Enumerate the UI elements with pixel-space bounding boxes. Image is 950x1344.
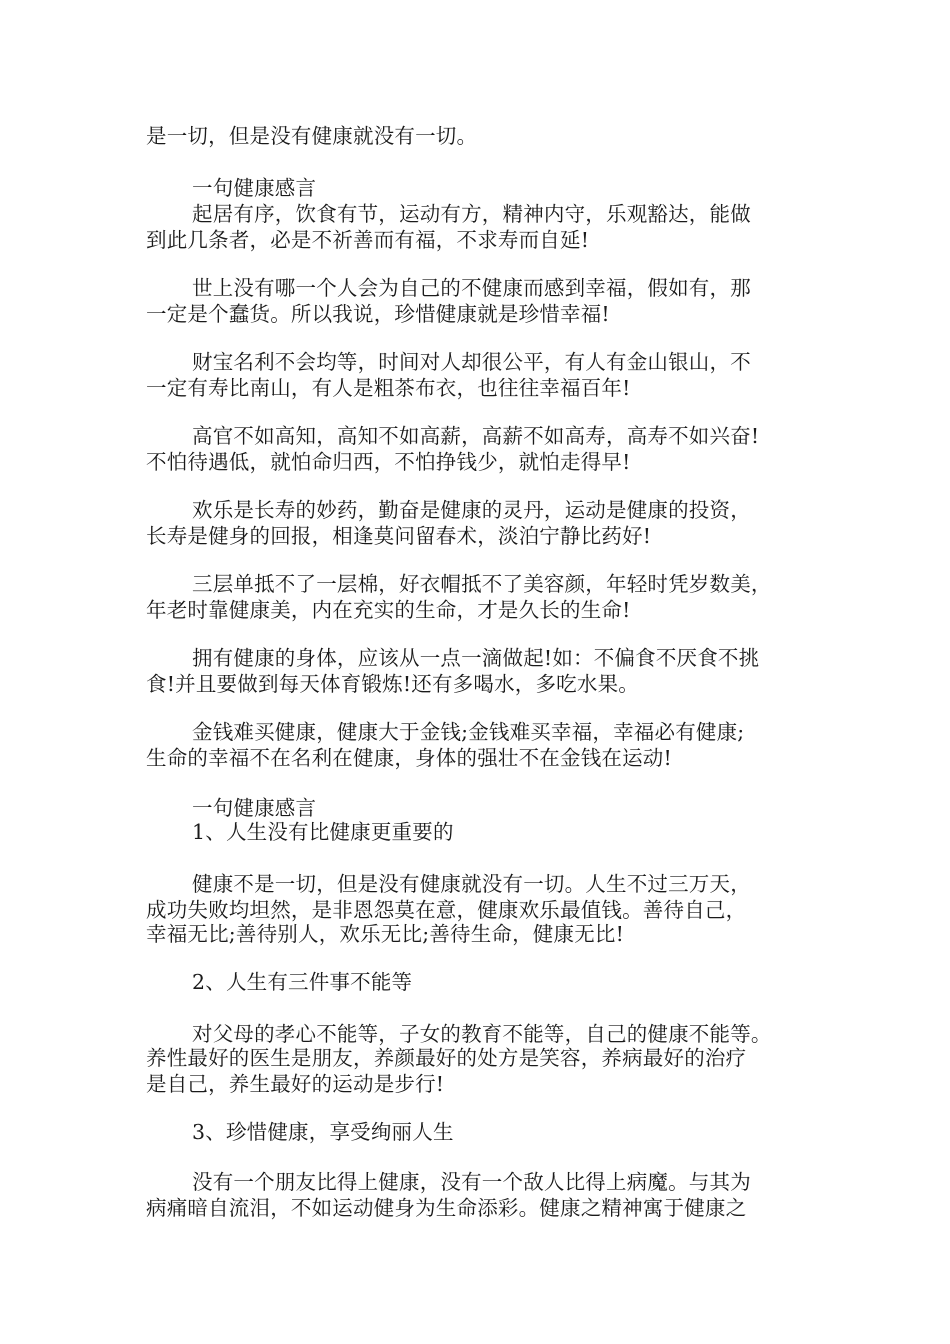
numbered-heading: 3、珍惜健康，享受绚丽人生 [192, 1120, 454, 1144]
text-line: 到此几条者，必是不祈善而有福，不求寿而自延! [146, 228, 590, 252]
text-line: 拥有健康的身体，应该从一点一滴做起!如：不偏食不厌食不挑 [192, 646, 760, 670]
text-line: 高官不如高知，高知不如高薪，高薪不如高寿，高寿不如兴奋! [192, 424, 760, 448]
text-line: 没有一个朋友比得上健康，没有一个敌人比得上病魔。与其为 [192, 1170, 751, 1194]
text-line: 病痛暗自流泪，不如运动健身为生命添彩。健康之精神寓于健康之 [146, 1196, 747, 1220]
text-line: 是自己，养生最好的运动是步行! [146, 1072, 445, 1096]
text-line: 一定是个蠢货。所以我说，珍惜健康就是珍惜幸福! [146, 302, 610, 326]
text-line: 一定有寿比南山，有人是粗茶布衣，也往往幸福百年! [146, 376, 631, 400]
section-heading: 一句健康感言 [192, 796, 317, 820]
text-line: 长寿是健身的回报，相逢莫问留春术，淡泊宁静比药好! [146, 524, 652, 548]
text-line: 食!并且要做到每天体育锻炼!还有多喝水，多吃水果。 [146, 672, 639, 696]
numbered-heading: 1、人生没有比健康更重要的 [192, 820, 454, 844]
text-line: 成功失败均坦然，是非恩怨莫在意，健康欢乐最值钱。善待自己， [146, 898, 747, 922]
text-line: 欢乐是长寿的妙药，勤奋是健康的灵丹，运动是健康的投资， [192, 498, 751, 522]
text-line: 养性最好的医生是朋友，养颜最好的处方是笑容，养病最好的治疗 [146, 1046, 747, 1070]
text-line: 世上没有哪一个人会为自己的不健康而感到幸福，假如有，那 [192, 276, 751, 300]
text-line: 起居有序，饮食有节，运动有方，精神内守，乐观豁达，能做 [192, 202, 751, 226]
text-line: 三层单抵不了一层棉，好衣帽抵不了美容颜，年轻时凭岁数美， [192, 572, 772, 596]
text-line: 金钱难买健康，健康大于金钱;金钱难买幸福，幸福必有健康; [192, 720, 745, 744]
text-line: 是一切，但是没有健康就没有一切。 [146, 124, 478, 148]
text-line: 幸福无比;善待别人，欢乐无比;善待生命，健康无比! [146, 922, 625, 946]
text-line: 财宝名利不会均等，时间对人却很公平，有人有金山银山，不 [192, 350, 751, 374]
text-line: 对父母的孝心不能等，子女的教育不能等，自己的健康不能等。 [192, 1022, 772, 1046]
text-line: 年老时靠健康美，内在充实的生命，才是久长的生命! [146, 598, 631, 622]
numbered-heading: 2、人生有三件事不能等 [192, 970, 413, 994]
section-heading: 一句健康感言 [192, 176, 317, 200]
text-line: 健康不是一切，但是没有健康就没有一切。人生不过三万天， [192, 872, 751, 896]
text-line: 生命的幸福不在名利在健康，身体的强壮不在金钱在运动! [146, 746, 672, 770]
text-line: 不怕待遇低，就怕命归西，不怕挣钱少，就怕走得早! [146, 450, 631, 474]
